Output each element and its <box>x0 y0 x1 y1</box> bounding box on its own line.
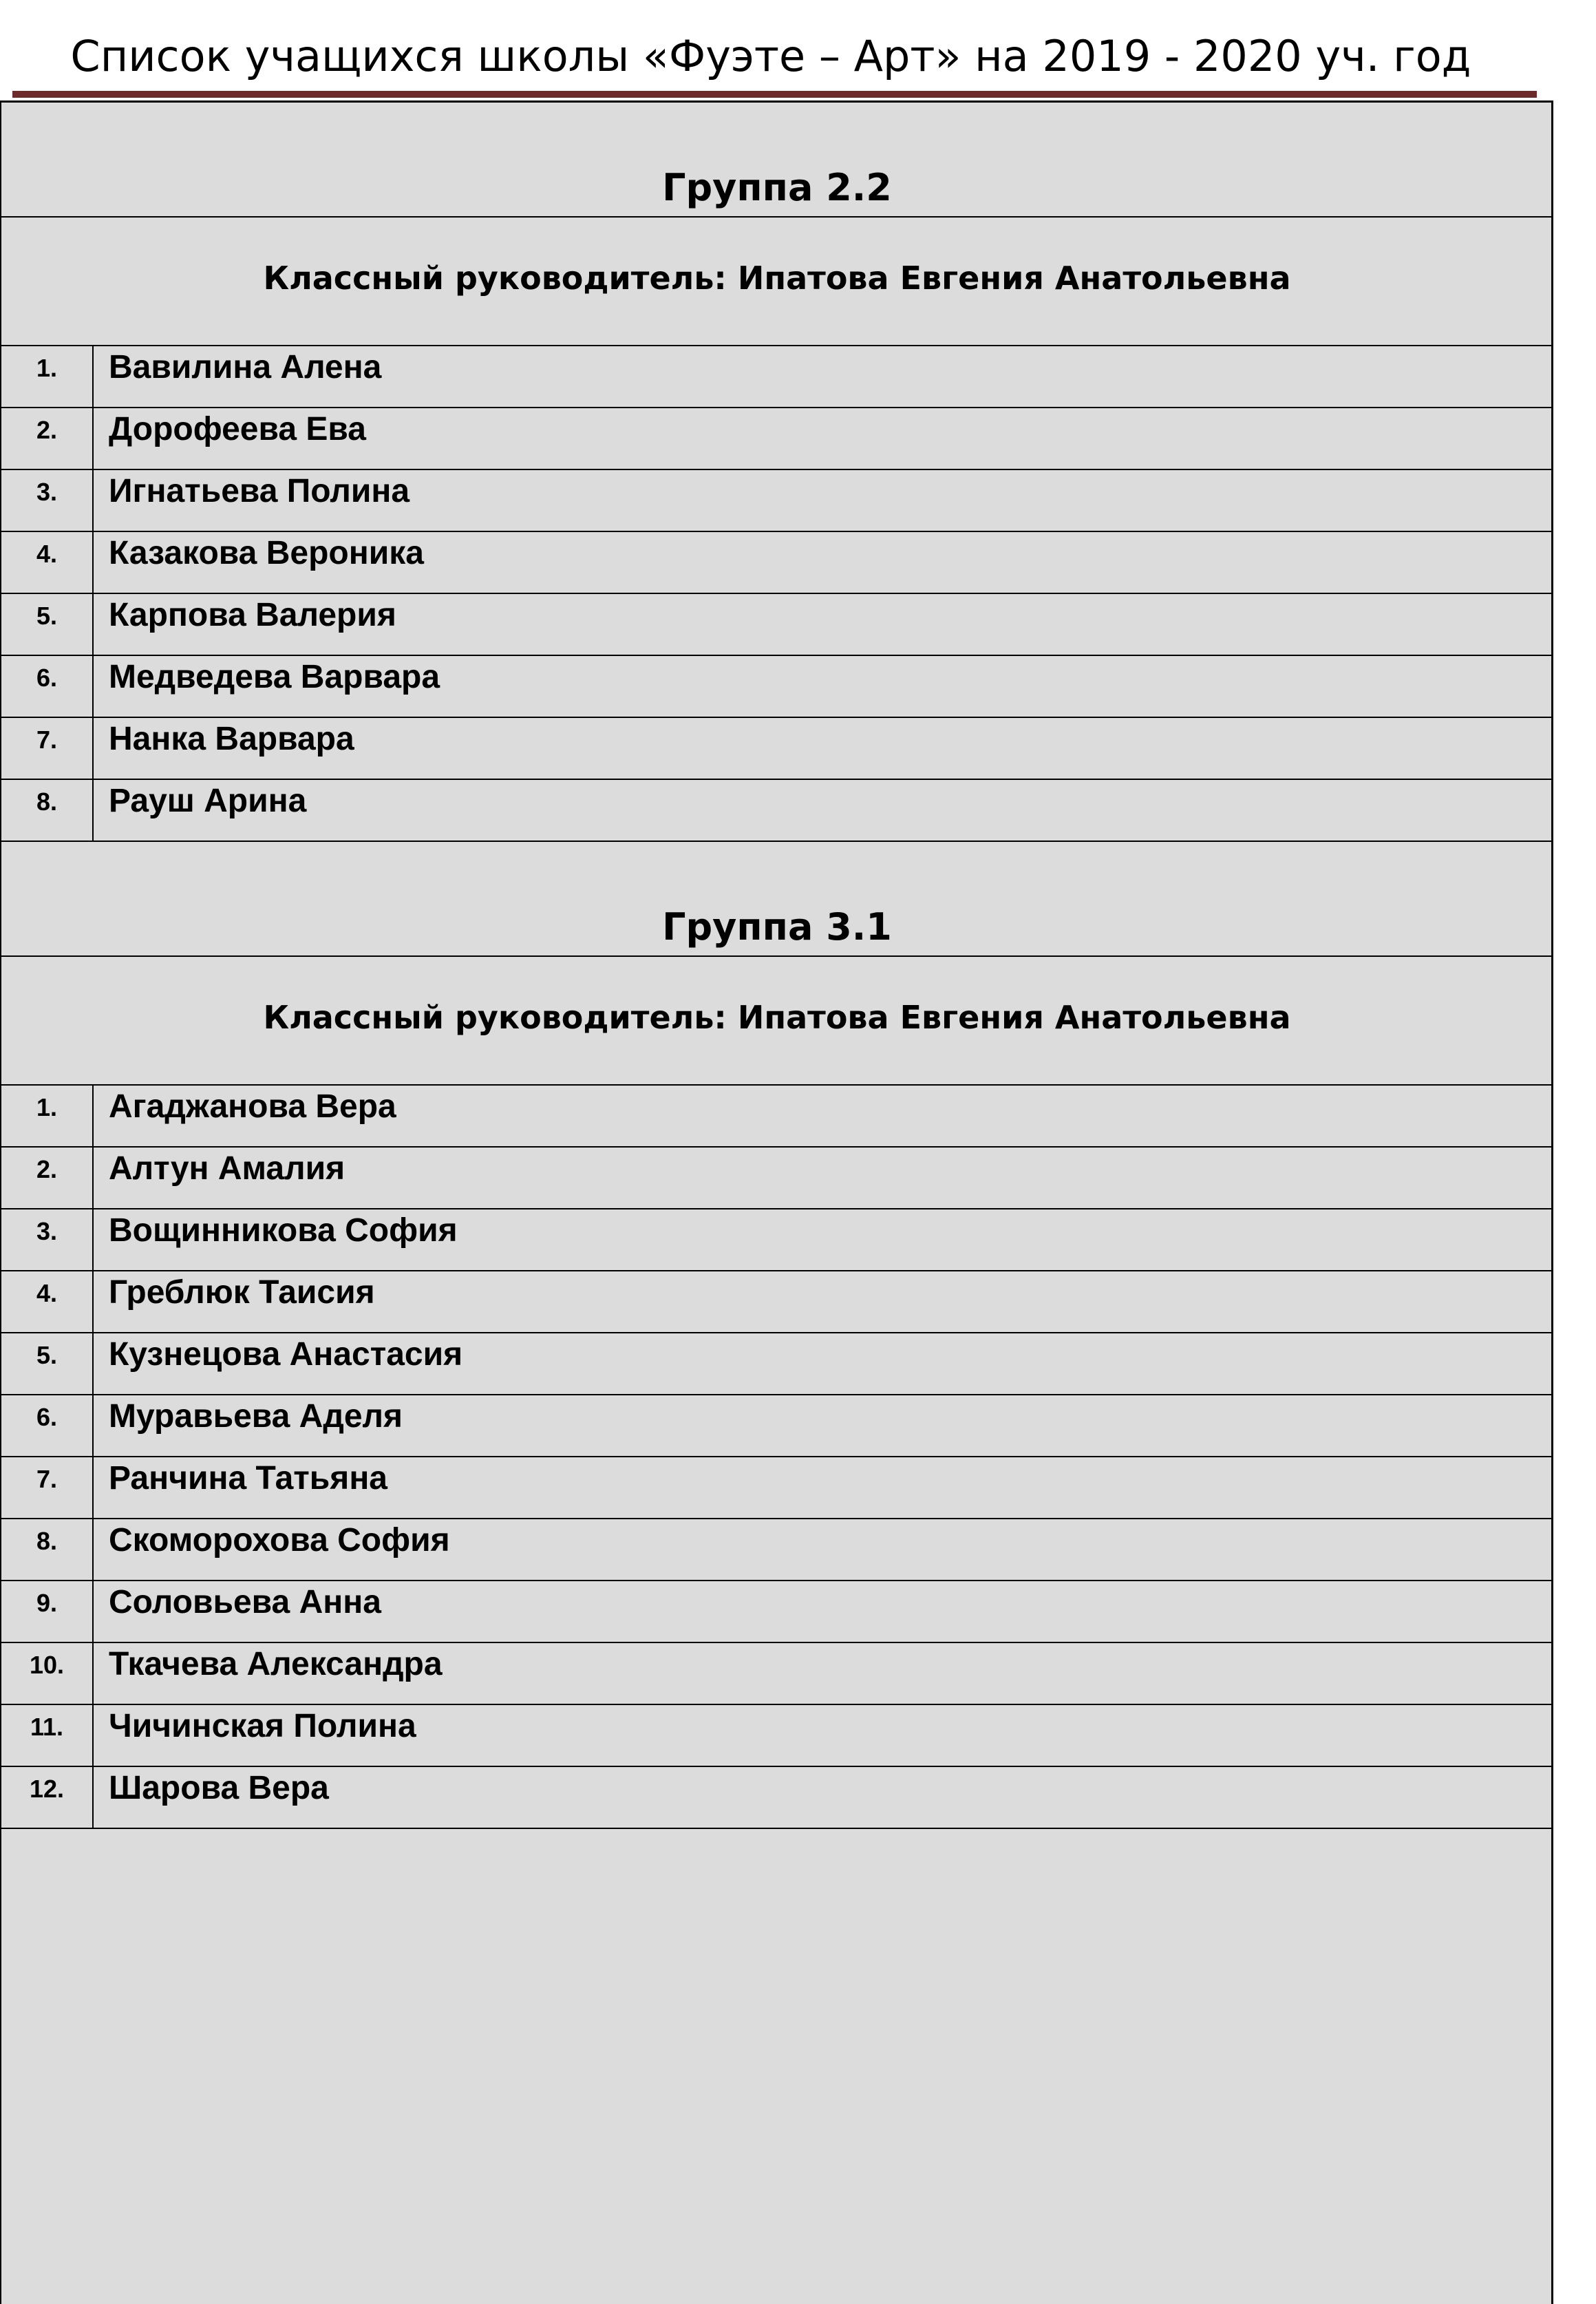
table-row <box>1 1767 1553 1829</box>
group-header <box>1 103 1553 218</box>
table-row <box>1 780 1553 842</box>
row-number: 3. <box>1 470 94 531</box>
student-name: Вощинникова София <box>109 1212 458 1249</box>
table-row <box>1 470 1553 532</box>
row-number: 4. <box>1 1271 94 1332</box>
row-number: 7. <box>1 1457 94 1518</box>
table-row <box>1 1705 1553 1767</box>
row-number: 1. <box>1 346 94 407</box>
student-name: Агаджанова Вера <box>109 1088 396 1125</box>
row-number: 10. <box>1 1643 94 1704</box>
row-number: 4. <box>1 532 94 593</box>
row-number: 11. <box>1 1705 94 1766</box>
student-name: Ткачева Александра <box>109 1646 443 1682</box>
row-number: 1. <box>1 1086 94 1146</box>
table-row <box>1 1581 1553 1643</box>
row-number: 5. <box>1 594 94 655</box>
row-number: 8. <box>1 780 94 841</box>
table-row <box>1 1519 1553 1581</box>
student-name: Карпова Валерия <box>109 597 396 633</box>
table-row <box>1 1148 1553 1209</box>
class-teacher: Классный руководитель: Ипатова Евгения Анатольевна <box>263 260 1291 297</box>
student-name: Скоморохова София <box>109 1522 450 1558</box>
page-title: Список учащихся школы «Фуэте – Арт» на 2019 - 2020 уч. год <box>70 31 1471 81</box>
row-number: 6. <box>1 1395 94 1456</box>
teacher-row <box>1 957 1553 1086</box>
table-row <box>1 1643 1553 1705</box>
class-teacher: Классный руководитель: Ипатова Евгения Анатольевна <box>263 999 1291 1036</box>
header-rule <box>12 91 1537 98</box>
row-number: 5. <box>1 1333 94 1394</box>
teacher-row <box>1 218 1553 346</box>
row-number: 12. <box>1 1767 94 1828</box>
group-header <box>1 842 1553 957</box>
table-row <box>1 656 1553 718</box>
table-row <box>1 408 1553 470</box>
student-name: Ранчина Татьяна <box>109 1460 387 1497</box>
student-list-table <box>0 101 1553 2304</box>
student-name: Рауш Арина <box>109 783 307 819</box>
table-row <box>1 1209 1553 1271</box>
row-number: 6. <box>1 656 94 717</box>
table-row <box>1 346 1553 408</box>
student-name: Нанка Варвара <box>109 721 354 757</box>
row-number: 7. <box>1 718 94 779</box>
table-row <box>1 532 1553 594</box>
group-title: Группа 3.1 <box>662 905 892 949</box>
student-name: Медведева Варвара <box>109 659 440 695</box>
row-number: 9. <box>1 1581 94 1642</box>
student-name: Вавилина Алена <box>109 349 382 385</box>
table-row <box>1 594 1553 656</box>
student-name: Дорофеева Ева <box>109 411 366 447</box>
student-name: Казакова Вероника <box>109 535 424 571</box>
row-number: 2. <box>1 408 94 469</box>
student-name: Алтун Амалия <box>109 1150 345 1187</box>
student-name: Муравьева Аделя <box>109 1398 403 1435</box>
table-row <box>1 1271 1553 1333</box>
group-title: Группа 2.2 <box>662 166 892 209</box>
table-row <box>1 718 1553 780</box>
table-row <box>1 1333 1553 1395</box>
row-number: 2. <box>1 1148 94 1208</box>
table-row <box>1 1395 1553 1457</box>
student-name: Греблюк Таисия <box>109 1274 375 1311</box>
student-name: Соловьева Анна <box>109 1584 381 1620</box>
row-number: 3. <box>1 1209 94 1270</box>
student-name: Шарова Вера <box>109 1770 329 1806</box>
row-number: 8. <box>1 1519 94 1580</box>
table-row <box>1 1457 1553 1519</box>
table-row <box>1 1086 1553 1148</box>
student-name: Игнатьева Полина <box>109 473 410 509</box>
student-name: Чичинская Полина <box>109 1708 416 1744</box>
student-name: Кузнецова Анастасия <box>109 1336 463 1373</box>
